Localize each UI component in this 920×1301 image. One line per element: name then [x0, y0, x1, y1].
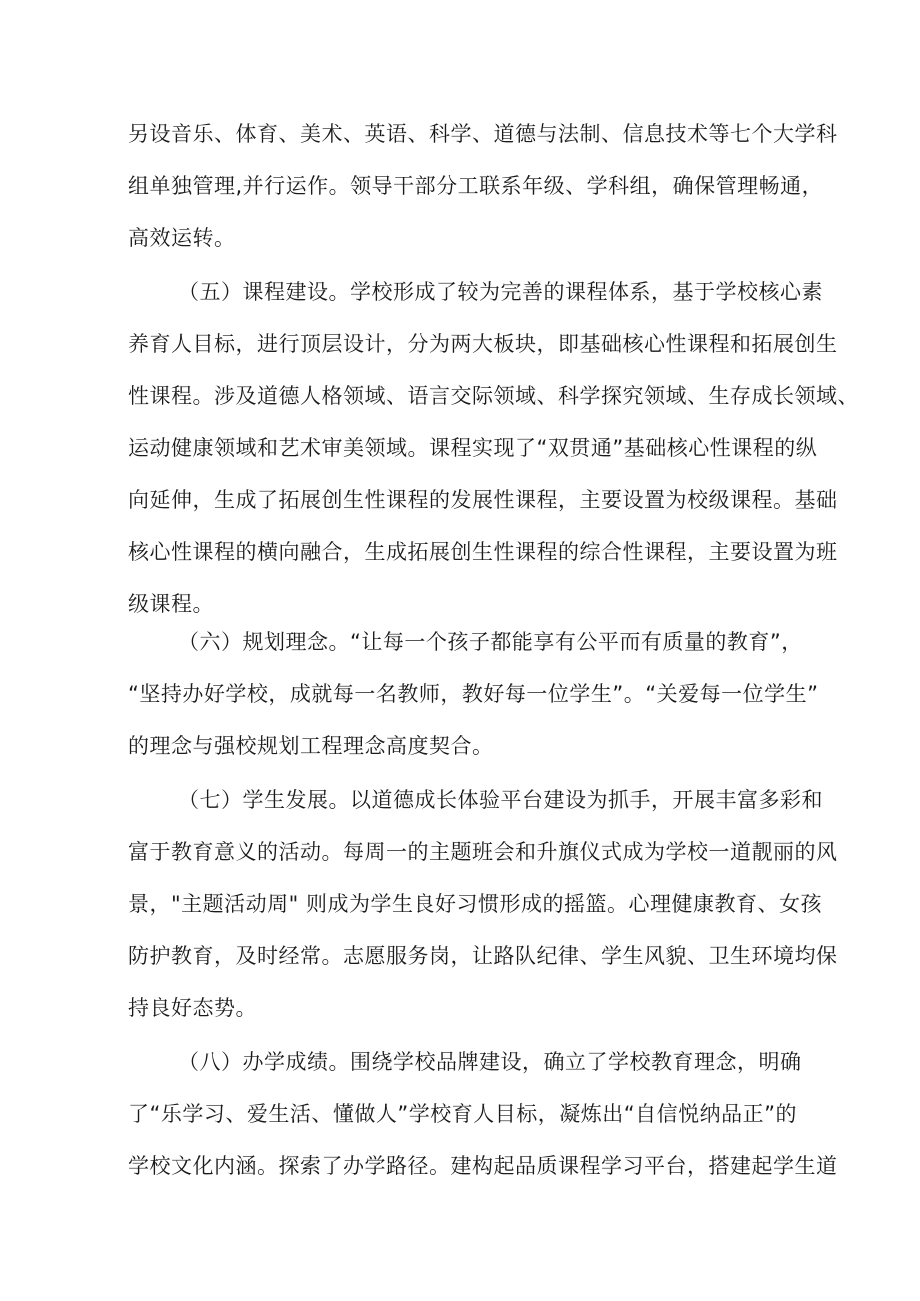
- text-line: 防护教育，及时经常。志愿服务岗，让路队纪律、学生风貌、卫生环境均保: [128, 944, 838, 968]
- text-line: 富于教育意义的活动。每周一的主题班会和升旗仪式成为学校一道靓丽的风: [128, 840, 838, 864]
- text-line: 的理念与强校规划工程理念高度契合。: [128, 734, 494, 758]
- text-line: 另设音乐、体育、美术、英语、科学、道德与法制、信息技术等七个大学科: [128, 122, 838, 146]
- text-line: 运动健康领域和艺术审美领域。课程实现了“双贯通”基础核心性课程的纵: [128, 436, 818, 460]
- text-line: 核心性课程的横向融合，生成拓展创生性课程的综合性课程，主要设置为班: [128, 540, 838, 564]
- text-line: 养育人目标，进行顶层设计，分为两大板块，即基础核心性课程和拓展创生: [128, 332, 838, 356]
- text-line: 向延伸，生成了拓展创生性课程的发展性课程，主要设置为校级课程。基础: [128, 488, 838, 512]
- text-line: 景，"主题活动周" 则成为学生良好习惯形成的摇篮。心理健康教育、女孩: [128, 892, 822, 916]
- text-line: 级课程。: [128, 592, 214, 616]
- text-line: 了“乐学习、爱生活、懂做人”学校育人目标，凝炼出“自信悦纳品正”的: [128, 1102, 798, 1126]
- text-line: （七）学生发展。以道德成长体验平台建设为抓手，开展丰富多彩和: [178, 788, 823, 812]
- text-line: （五）课程建设。学校形成了较为完善的课程体系，基于学校核心素: [178, 280, 823, 304]
- text-line: 学校文化内涵。探索了办学路径。建构起品质课程学习平台，搭建起学生道: [128, 1154, 838, 1178]
- text-line: 高效运转。: [128, 226, 236, 250]
- text-line: （八）办学成绩。围绕学校品牌建设，确立了学校教育理念，明确: [178, 1050, 802, 1074]
- text-line: 性课程。涉及道德人格领域、语言交际领域、科学探究领域、生存成长领域、: [128, 384, 859, 408]
- text-line: 持良好态势。: [128, 996, 257, 1020]
- text-line: “坚持办好学校，成就每一名教师，教好每一位学生”。“关爱每一位学生”: [128, 682, 819, 706]
- text-line: （六）规划理念。“让每一个孩子都能享有公平而有质量的教育”，: [178, 630, 803, 654]
- text-line: 组单独管理,并行运作。领导干部分工联系年级、学科组，确保管理畅通，: [128, 174, 824, 198]
